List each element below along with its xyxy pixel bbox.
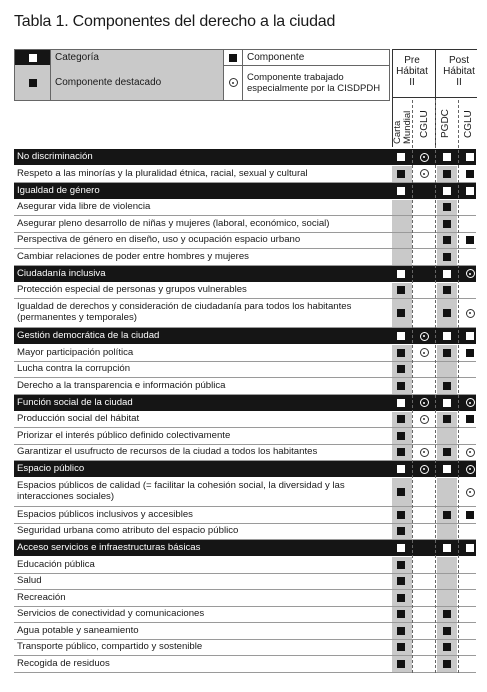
component-square-icon — [443, 203, 451, 211]
legend-category-icon — [29, 54, 37, 62]
component-row — [14, 412, 476, 429]
component-row — [14, 362, 476, 379]
legend-cisdpdh-icon — [229, 78, 238, 87]
component-label: Servicios de conectividad y comunicaciones — [17, 608, 205, 620]
component-square-icon — [443, 544, 451, 552]
cisdpdh-circle-icon — [466, 398, 475, 407]
component-square-icon — [397, 488, 405, 496]
category-row — [14, 266, 476, 283]
component-label: Derecho a la transparencia e información pública — [17, 379, 226, 391]
component-label: Recogida de residuos — [17, 657, 110, 669]
component-square-icon — [397, 561, 405, 569]
component-square-icon — [443, 309, 451, 317]
legend-row-1 — [14, 49, 390, 66]
component-label: Protección especial de personas y grupos vulnerables — [17, 284, 247, 296]
component-square-icon — [397, 309, 405, 317]
category-row — [14, 328, 476, 345]
category-row — [14, 395, 476, 412]
component-row — [14, 216, 476, 233]
component-row — [14, 378, 476, 395]
component-square-icon — [397, 332, 405, 340]
component-label: Recreación — [17, 591, 66, 603]
component-label: Educación pública — [17, 558, 95, 570]
highlight-column-cell — [392, 200, 412, 216]
component-square-icon — [466, 349, 474, 357]
cisdpdh-circle-icon — [466, 465, 475, 474]
component-square-icon — [443, 643, 451, 651]
highlight-column-cell — [392, 216, 412, 232]
component-square-icon — [443, 399, 451, 407]
component-label: Priorizar el interés público definido colectivamente — [17, 429, 231, 441]
category-label: Ciudadanía inclusiva — [17, 267, 106, 279]
component-row — [14, 478, 476, 507]
component-square-icon — [397, 448, 405, 456]
category-label: No discriminación — [17, 151, 93, 162]
component-row — [14, 200, 476, 217]
component-square-icon — [397, 527, 405, 535]
component-label: Espacios públicos de calidad (= facilitar la cohesión social, la diversidad y las interacciones sociales) — [17, 480, 345, 502]
highlight-column-cell — [437, 362, 457, 378]
cisdpdh-circle-icon — [466, 488, 475, 497]
column-separator — [458, 100, 459, 673]
component-row — [14, 283, 476, 300]
component-label: Asegurar vida libre de violencia — [17, 201, 151, 213]
component-label: Lucha contra la corrupción — [17, 363, 131, 375]
component-row — [14, 428, 476, 445]
cisdpdh-circle-icon — [420, 465, 429, 474]
category-label: Función social de la ciudad — [17, 396, 133, 408]
component-square-icon — [397, 365, 405, 373]
component-label: Transporte público, compartido y sostenible — [17, 641, 203, 653]
component-square-icon — [443, 382, 451, 390]
component-square-icon — [443, 660, 451, 668]
legend-category-label: Categoría — [51, 50, 224, 65]
component-label: Respeto a las minorías y la pluralidad étnica, racial, sexual y cultural — [17, 167, 308, 179]
highlight-column-cell — [437, 524, 457, 540]
component-square-icon — [443, 187, 451, 195]
component-square-icon — [397, 643, 405, 651]
component-square-icon — [443, 465, 451, 473]
header-divider — [392, 49, 477, 50]
column-header-cglu-post: CGLU — [463, 110, 474, 138]
component-square-icon — [397, 544, 405, 552]
category-label: Igualdad de género — [17, 184, 100, 196]
legend-component-icon — [229, 54, 237, 62]
component-row — [14, 524, 476, 541]
component-square-icon — [443, 270, 451, 278]
component-label: Igualdad de derechos y consideración de ciudadanía para todos los habitantes (permanentes y temporales) — [17, 301, 352, 323]
column-header-cglu-pre: CGLU — [419, 110, 430, 138]
component-square-icon — [397, 349, 405, 357]
category-label: Gestión democrática de la ciudad — [17, 330, 160, 341]
component-square-icon — [466, 170, 474, 178]
category-row — [14, 183, 476, 200]
table-title: Tabla 1. Componentes del derecho a la ciudad — [14, 13, 336, 30]
header-divider — [392, 97, 477, 98]
component-square-icon — [443, 253, 451, 261]
cisdpdh-circle-icon — [466, 309, 475, 318]
legend-highlighted-icon — [29, 79, 37, 87]
component-square-icon — [443, 627, 451, 635]
component-square-icon — [397, 660, 405, 668]
highlight-column-cell — [392, 249, 412, 265]
cisdpdh-circle-icon — [466, 448, 475, 457]
component-square-icon — [466, 415, 474, 423]
component-square-icon — [397, 415, 405, 423]
cisdpdh-circle-icon — [466, 269, 475, 278]
category-row — [14, 149, 476, 166]
column-separator — [412, 100, 413, 673]
component-square-icon — [397, 187, 405, 195]
component-square-icon — [397, 432, 405, 440]
component-square-icon — [443, 610, 451, 618]
highlight-column-cell — [392, 233, 412, 249]
component-square-icon — [443, 236, 451, 244]
component-row — [14, 345, 476, 362]
column-separator — [435, 100, 436, 673]
component-square-icon — [397, 399, 405, 407]
component-label: Producción social del hábitat — [17, 413, 140, 425]
component-square-icon — [397, 577, 405, 585]
component-row — [14, 166, 476, 183]
component-square-icon — [443, 286, 451, 294]
component-label: Agua potable y saneamiento — [17, 624, 139, 636]
component-square-icon — [466, 511, 474, 519]
highlight-column-cell — [437, 574, 457, 590]
component-square-icon — [443, 349, 451, 357]
component-square-icon — [443, 170, 451, 178]
component-square-icon — [397, 610, 405, 618]
component-square-icon — [397, 153, 405, 161]
component-square-icon — [443, 448, 451, 456]
legend — [14, 49, 390, 101]
component-square-icon — [466, 236, 474, 244]
column-header-pgdc: PGDC — [440, 109, 451, 138]
highlight-column-cell — [437, 590, 457, 606]
component-square-icon — [397, 382, 405, 390]
cisdpdh-circle-icon — [420, 398, 429, 407]
component-square-icon — [397, 286, 405, 294]
component-row — [14, 233, 476, 250]
component-square-icon — [443, 332, 451, 340]
component-square-icon — [397, 627, 405, 635]
cisdpdh-circle-icon — [420, 332, 429, 341]
component-row — [14, 507, 476, 524]
component-square-icon — [443, 415, 451, 423]
component-label: Mayor participación política — [17, 346, 134, 358]
category-row — [14, 540, 476, 557]
highlight-column-cell — [437, 478, 457, 506]
category-label: Acceso servicios e infraestructuras básicas — [17, 542, 201, 553]
component-row — [14, 656, 476, 673]
component-label: Asegurar pleno desarrollo de niñas y mujeres (laboral, económico, social) — [17, 217, 330, 229]
component-row — [14, 623, 476, 640]
cisdpdh-circle-icon — [420, 169, 429, 178]
phase-post-label: Post Hábitat II — [443, 55, 475, 88]
legend-row-2 — [14, 65, 390, 101]
component-row — [14, 640, 476, 657]
component-row — [14, 590, 476, 607]
component-square-icon — [466, 544, 474, 552]
component-row — [14, 445, 476, 462]
category-label: Espacio público — [17, 463, 85, 474]
component-label: Seguridad urbana como atributo del espacio público — [17, 525, 239, 537]
component-label: Cambiar relaciones de poder entre hombres y mujeres — [17, 250, 249, 262]
component-square-icon — [397, 270, 405, 278]
component-row — [14, 299, 476, 328]
legend-component-label: Componente — [247, 52, 305, 63]
component-label: Salud — [17, 575, 42, 587]
legend-highlighted-label: Componente destacado — [51, 65, 224, 100]
component-square-icon — [443, 220, 451, 228]
legend-cisdpdh-label: Componente trabajado especialmente por la CISDPDH — [247, 71, 381, 94]
component-square-icon — [397, 465, 405, 473]
component-label: Garantizar el usufructo de recursos de la ciudad a todos los habitantes — [17, 446, 318, 458]
component-row — [14, 574, 476, 591]
component-row — [14, 607, 476, 624]
phase-pre-label: Pre Hábitat II — [396, 55, 428, 88]
cisdpdh-circle-icon — [420, 448, 429, 457]
cisdpdh-circle-icon — [420, 348, 429, 357]
cisdpdh-circle-icon — [420, 415, 429, 424]
component-square-icon — [397, 511, 405, 519]
component-row — [14, 557, 476, 574]
component-square-icon — [443, 153, 451, 161]
component-square-icon — [443, 511, 451, 519]
component-square-icon — [466, 332, 474, 340]
component-label: Perspectiva de género en diseño, uso y ocupación espacio urbano — [17, 234, 301, 246]
highlight-column-cell — [437, 557, 457, 573]
column-header-carta-mundial: Carta Mundial — [392, 110, 413, 144]
highlight-column-cell — [437, 428, 457, 444]
component-square-icon — [397, 594, 405, 602]
category-row — [14, 461, 476, 478]
component-square-icon — [466, 187, 474, 195]
cisdpdh-circle-icon — [420, 153, 429, 162]
component-row — [14, 249, 476, 266]
component-label: Espacios públicos inclusivos y accesibles — [17, 508, 193, 520]
component-square-icon — [466, 153, 474, 161]
component-square-icon — [397, 170, 405, 178]
